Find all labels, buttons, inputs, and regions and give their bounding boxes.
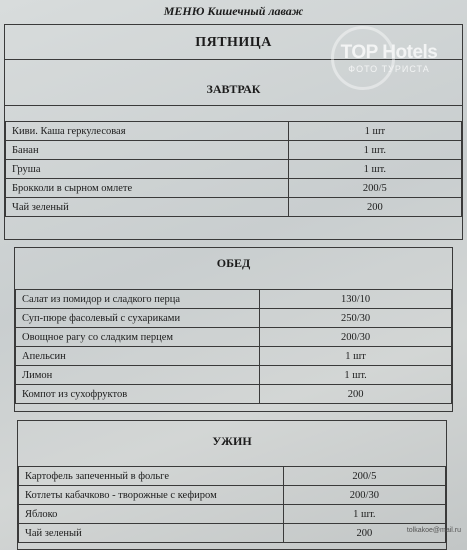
dish-name: Компот из сухофруктов	[16, 385, 260, 404]
dish-portion: 1 шт	[288, 122, 461, 141]
dish-portion: 130/10	[260, 290, 452, 309]
dish-name: Суп-пюре фасолевый с сухариками	[16, 309, 260, 328]
menu-row	[6, 179, 462, 198]
menu-row	[16, 290, 452, 309]
menu-title: МЕНЮ Кишечный лаваж	[163, 4, 304, 18]
menu-row	[19, 467, 446, 486]
menu-row	[16, 347, 452, 366]
dish-name: Чай зеленый	[6, 198, 289, 217]
dish-portion: 250/30	[260, 309, 452, 328]
menu-row	[6, 141, 462, 160]
dish-name: Лимон	[16, 366, 260, 385]
dish-portion: 200/30	[260, 328, 452, 347]
dish-name: Чай зеленый	[19, 524, 284, 543]
dish-name: Салат из помидор и сладкого перца	[16, 290, 260, 309]
lunch-table	[15, 289, 452, 404]
menu-row	[16, 328, 452, 347]
dish-portion: 200	[288, 198, 461, 217]
dish-name: Овощное рагу со сладким перцем	[16, 328, 260, 347]
lunch-title: ОБЕД	[216, 256, 251, 270]
menu-row	[6, 122, 462, 141]
dish-portion: 1 шт.	[288, 141, 461, 160]
tophotels-watermark	[325, 26, 453, 88]
dish-name: Брокколи в сырном омлете	[6, 179, 289, 198]
dish-name: Котлеты кабачково - творожные с кефиром	[19, 486, 284, 505]
day-title: ПЯТНИЦА	[195, 35, 272, 50]
dish-portion: 200	[283, 524, 445, 543]
breakfast-table	[5, 121, 462, 217]
menu-row	[19, 524, 446, 543]
dish-name: Груша	[6, 160, 289, 179]
breakfast-title: ЗАВТРАК	[206, 82, 261, 96]
dinner-table	[18, 466, 446, 543]
watermark-sub: ФОТО ТУРИСТА	[348, 64, 430, 74]
menu-row	[19, 486, 446, 505]
divider	[5, 105, 462, 106]
dish-portion: 1 шт	[260, 347, 452, 366]
dish-portion: 200	[260, 385, 452, 404]
dish-portion: 1 шт.	[288, 160, 461, 179]
email-stamp: tolkakoe@mail.ru	[406, 527, 461, 534]
dish-portion: 200/5	[283, 467, 445, 486]
menu-row	[6, 160, 462, 179]
dish-portion: 200/5	[288, 179, 461, 198]
menu-row	[16, 309, 452, 328]
dish-portion: 200/30	[283, 486, 445, 505]
dinner-title: УЖИН	[212, 434, 252, 448]
dish-name: Картофель запеченный в фольге	[19, 467, 284, 486]
menu-row	[19, 505, 446, 524]
dish-name: Яблоко	[19, 505, 284, 524]
dish-portion: 1 шт.	[283, 505, 445, 524]
menu-row	[16, 385, 452, 404]
dish-name: Банан	[6, 141, 289, 160]
watermark-ring-icon	[331, 26, 395, 90]
dish-name: Апельсин	[16, 347, 260, 366]
dish-name: Киви. Каша геркулесовая	[6, 122, 289, 141]
dish-portion: 1 шт.	[260, 366, 452, 385]
menu-row	[16, 366, 452, 385]
watermark-brand: TOP Hotels	[340, 42, 438, 63]
menu-row	[6, 198, 462, 217]
